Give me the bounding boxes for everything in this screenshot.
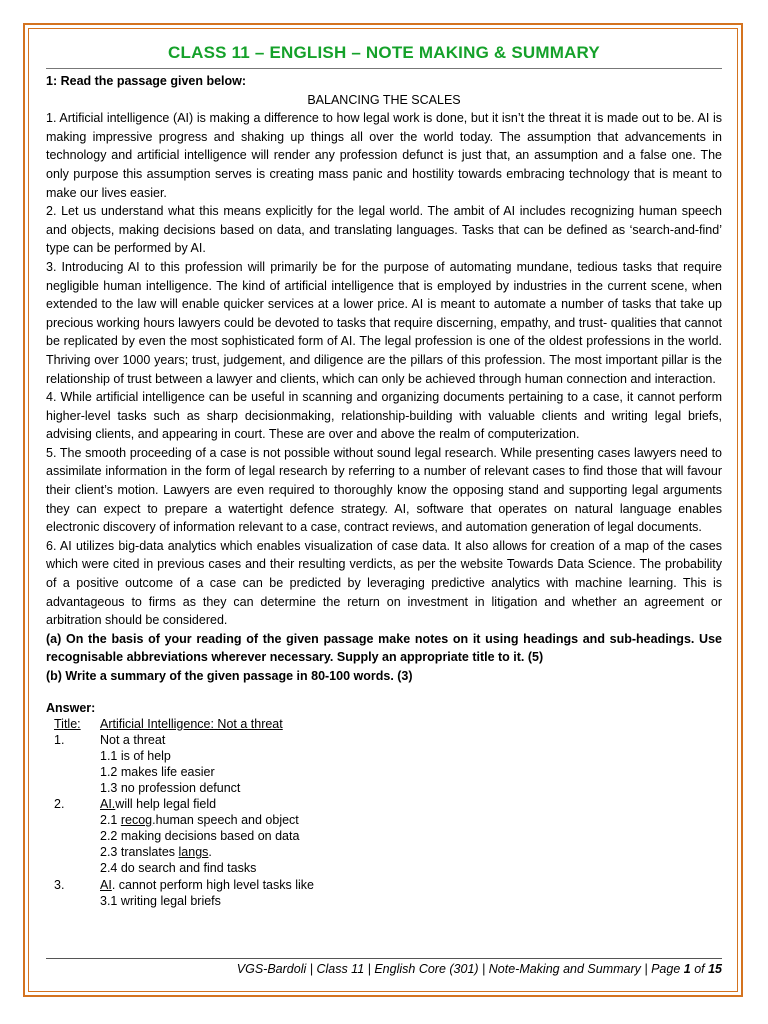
abbreviation: recog — [120, 813, 153, 828]
paragraph-1: 1. Artificial intelligence (AI) is making a difference to how legal work is done, but it isn’t the threat it is made out to be. AI is making impressive progress and shaking up things all over the world today. The assumption that advancements in technology and artificial intelligence will render any profession defunct is just that, an assumption and a false one. The only purpose this assumption serves is creating mass panic and hostility towards embracing technology that is meant to make our lives easier. — [46, 111, 722, 200]
heading-text: Not a threat — [100, 732, 166, 747]
subheading-text: 1.3 no profession defunct — [100, 780, 241, 795]
question-b: (b) Write a summary of the given passage in 80-100 words. (3) — [46, 669, 413, 683]
heading-text — [100, 796, 216, 812]
abbreviation: langs — [178, 845, 209, 860]
notes-subheading — [46, 828, 722, 844]
title-divider — [46, 68, 722, 69]
subheading-text: 2.1 recog.human speech and object — [100, 813, 299, 828]
notes-subheading — [46, 764, 722, 780]
notes-subheading — [46, 780, 722, 796]
notes-heading-3 — [46, 877, 722, 893]
notes-heading-2 — [46, 796, 722, 812]
notes-subheading — [46, 812, 722, 828]
question-a: (a) On the basis of your reading of the given passage make notes on it using headings and sub-headings. Use recognisable abbreviations wherever necessary. Supply an appropriate title to it. (5) — [46, 631, 722, 665]
subheading-text: 1.1 is of help — [100, 748, 171, 763]
page-content — [46, 40, 722, 909]
footer-page-total: 15 — [708, 962, 722, 976]
heading-number: 1. — [54, 732, 65, 747]
notes-title-text: Artificial Intelligence: Not a threat — [100, 716, 283, 731]
paragraph-2: 2. Let us understand what this means explicitly for the legal world. The ambit of AI includes recognizing human speech and objects, making decisions based on data, and translating languages. Tasks that can be defined as ‘search-and-find’ type can be performed by AI. — [46, 204, 722, 256]
subheading-text: 2.4 do search and find tasks — [100, 861, 257, 876]
notes-subheading — [46, 893, 722, 909]
answer-label: Answer: — [46, 700, 96, 715]
abbreviation: AI. — [100, 797, 116, 812]
heading-number: 2. — [54, 797, 65, 812]
subheading-text: 2.3 translates langs. — [100, 845, 212, 860]
footer-text: VGS-Bardoli | Class 11 | English Core (301) | Note-Making and Summary | Page — [236, 962, 684, 976]
notes-title-row — [46, 716, 722, 732]
footer-page-number: 1 — [683, 962, 691, 976]
heading-number: 3. — [54, 877, 65, 892]
page-title: CLASS 11 – ENGLISH – NOTE MAKING & SUMMARY — [168, 43, 600, 62]
footer-divider — [46, 958, 722, 959]
notes-title-label: Title: — [54, 716, 81, 731]
paragraph-4: 4. While artificial intelligence can be useful in scanning and organizing documents pertaining to a case, it cannot perform higher-level tasks such as sharp decisionmaking, relationship-building with valuable clients and writing legal briefs, advising clients, and appearing in court. These are over and above the realm of computerization. — [46, 390, 722, 442]
heading-rest: . cannot perform high level tasks like — [111, 877, 314, 892]
paragraph-6: 6. AI utilizes big-data analytics which enables visualization of case data. It also allows for creation of a map of the cases which were cited in previous cases and their resulting verdicts, as per the website Towards Data Science. The probability of a positive outcome of a case can be predicted by leveraging predictive analytics with machine learning. This is advantageous to firms as they can determine the return on investment in litigation and whether an agreement or arbitration should be considered. — [46, 538, 722, 628]
notes-heading-1 — [46, 732, 722, 748]
question-label: 1: Read the passage given below: — [46, 74, 247, 88]
abbreviation: AI — [100, 877, 112, 892]
paragraph-3: 3. Introducing AI to this profession will primarily be for the purpose of automating mundane, tedious tasks that require negligible human intelligence. The kind of artificial intelligence that is employed by industries in the current scene, when extended to the law will enable quicker services at a lower price. AI is meant to automate a number of tasks that take up precious working hours lawyers could be devoted to tasks that require discerning, empathy, and trust- qualities that cannot be replicated by even the most sophisticated form of AI. The legal profession is one of the oldest professions in the world. Thriving over 1000 years; trust, judgement, and diligence are the pillars of this profession. The most important pillar is the relationship of trust between a lawyer and clients, which can only be achieved through human connection and interaction. — [46, 259, 722, 386]
footer-of: of — [690, 962, 709, 976]
subheading-text: 2.2 making decisions based on data — [100, 829, 300, 844]
notes-subheading — [46, 860, 722, 876]
heading-text — [100, 877, 314, 893]
subheading-text: 1.2 makes life easier — [100, 764, 215, 779]
heading-rest: will help legal field — [115, 797, 217, 812]
paragraph-5: 5. The smooth proceeding of a case is not possible without sound legal research. While presenting cases lawyers need to assimilate information in the form of legal research by referring to a number of relevant cases to find those that will favour their client’s motion. Lawyers are even required to thoroughly know the opposing stand and supporting legal arguments they can expect to prepare a watertight defence strategy. AI, software that operates on natural language enables electronic discovery of information relevant to a case, contract reviews, and automation generation of legal documents. — [46, 445, 722, 535]
spacer — [46, 686, 722, 700]
notes-subheading — [46, 748, 722, 764]
subheading-text: 3.1 writing legal briefs — [100, 893, 221, 908]
notes-subheading — [46, 844, 722, 860]
passage-title: BALANCING THE SCALES — [307, 92, 461, 107]
page-footer — [237, 962, 722, 976]
